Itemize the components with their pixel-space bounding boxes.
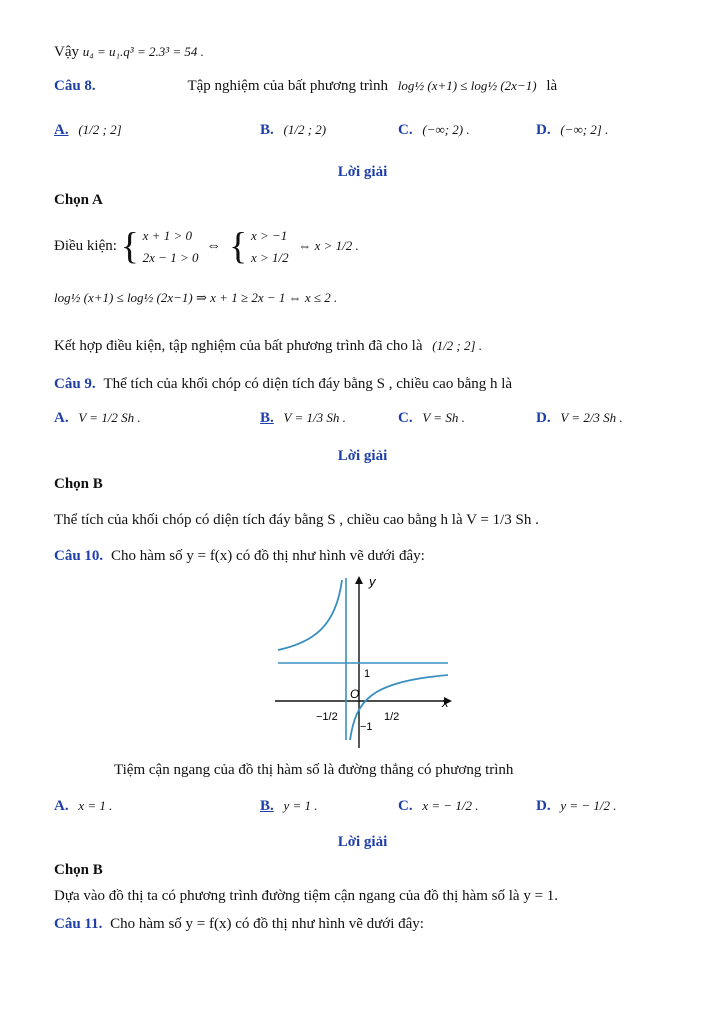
question-8-inequality: log½ (x+1) ≤ log½ (2x−1) (397, 78, 537, 93)
q10-option-d-value: y = − 1/2 . (560, 798, 617, 813)
q10-option-d-label: D. (536, 798, 551, 814)
q9-option-c-value: V = Sh . (422, 410, 465, 425)
q8-cond-l2: 2x − 1 > 0 (142, 249, 199, 265)
question-9-text: Thể tích của khối chóp có diện tích đáy bằng S , chiều cao bằng h là (103, 376, 513, 392)
q8-option-b-label: B. (260, 122, 274, 138)
q8-cond-r1: x > −1 (250, 227, 288, 243)
question-8-label: Câu 8. (54, 78, 96, 94)
q8-option-d[interactable] (536, 122, 608, 139)
x-tick-minus-half: −1/2 (316, 711, 338, 723)
q9-option-b-value: V = 1/3 Sh . (283, 410, 346, 425)
q9-option-d[interactable] (536, 410, 623, 427)
result-expression: u₄ = u₁.q³ = 2.3³ = 54 . (82, 44, 204, 59)
function-graph (270, 570, 460, 750)
q8-cond-l1: x + 1 > 0 (142, 227, 192, 243)
q8-option-c-value: (−∞; 2) . (422, 122, 470, 137)
question-11-text: Cho hàm số y = f(x) có đồ thị như hình vẽ dưới đây: (110, 916, 424, 932)
q8-conclusion-value: (1/2 ; 2] . (432, 338, 483, 353)
q9-option-b[interactable] (260, 410, 346, 427)
question-10-text: Cho hàm số y = f(x) có đồ thị như hình vẽ dưới đây: (110, 548, 425, 564)
q10-option-a-label: A. (54, 798, 69, 814)
q8-option-b[interactable] (260, 122, 326, 139)
q10-option-b-value: y = 1 . (283, 798, 318, 813)
q9-option-b-label: B. (260, 410, 274, 426)
q9-option-d-value: V = 2/3 Sh . (560, 410, 623, 425)
q9-option-a-value: V = 1/2 Sh . (78, 410, 141, 425)
origin-label: O (350, 687, 360, 701)
q8-choice: Chọn A (54, 192, 103, 208)
q10-choice: Chọn B (54, 862, 103, 878)
question-9-label: Câu 9. (54, 376, 96, 392)
question-8-text: Tập nghiệm của bất phương trình (187, 78, 389, 94)
q9-explanation: Thể tích của khối chóp có diện tích đáy bằng S , chiều cao bằng h là V = 1/3 Sh . (54, 512, 539, 528)
q10-explanation: Dựa vào đồ thị ta có phương trình đường tiệm cận ngang của đồ thị hàm số là y = 1. (54, 888, 559, 904)
x-tick-half: 1/2 (384, 711, 400, 723)
q8-solution-heading: Lời giải (337, 164, 388, 180)
q8-cond-r2: x > 1/2 (250, 249, 289, 265)
question-10-label: Câu 10. (54, 548, 104, 564)
q8-option-d-value: (−∞; 2] . (560, 122, 609, 137)
q9-option-a-label: A. (54, 410, 69, 426)
equivalent-icon: ⇔ (206, 238, 222, 254)
q8-option-c[interactable] (398, 122, 470, 139)
q8-step: log½ (x+1) ≤ log½ (2x−1) ⇒ x + 1 ≥ 2x − 1 ⇔ x ≤ 2 . (54, 290, 338, 305)
q8-conclusion-text: Kết hợp điều kiện, tập nghiệm của bất phương trình đã cho là (54, 338, 423, 354)
q10-option-c-label: C. (398, 798, 413, 814)
q9-choice: Chọn B (54, 476, 103, 492)
q10-option-b[interactable] (260, 798, 318, 815)
y-tick-minus-one: −1 (360, 721, 373, 733)
q8-option-a-value: (1/2 ; 2] (78, 122, 122, 137)
q8-option-c-label: C. (398, 122, 413, 138)
q8-conclusion (54, 336, 482, 356)
y-axis-arrow-icon (355, 576, 363, 584)
q8-cond-result: ⇔ x > 1/2 . (298, 238, 359, 253)
y-axis-label: y (369, 574, 376, 589)
q8-condition-label: Điều kiện: (54, 238, 117, 254)
q9-option-d-label: D. (536, 410, 551, 426)
question-10 (54, 546, 425, 566)
question-11 (54, 914, 424, 934)
q8-condition-system-left (143, 225, 199, 269)
q8-option-a[interactable] (54, 122, 122, 139)
q9-option-a[interactable] (54, 410, 141, 427)
q10-option-a-value: x = 1 . (78, 798, 113, 813)
question-11-label: Câu 11. (54, 916, 103, 932)
question-8-tail: là (546, 78, 558, 94)
result-lead: Vậy (54, 44, 79, 60)
left-brace-icon: { (120, 225, 139, 268)
q10-option-d[interactable] (536, 798, 617, 815)
x-axis-label: x (442, 695, 449, 710)
q10-option-c[interactable] (398, 798, 479, 815)
q8-condition (54, 218, 359, 274)
q10-option-b-label: B. (260, 798, 274, 814)
q8-option-b-value: (1/2 ; 2) (283, 122, 327, 137)
q9-option-c[interactable] (398, 410, 465, 427)
question-9 (54, 374, 512, 394)
q8-option-a-label: A. (54, 122, 69, 138)
left-branch (278, 580, 342, 650)
q10-option-c-value: x = − 1/2 . (422, 798, 479, 813)
left-brace-icon: { (228, 225, 248, 268)
q8-option-d-label: D. (536, 122, 551, 138)
q8-condition-system-right (251, 225, 289, 269)
q10-option-a[interactable] (54, 798, 112, 815)
q9-solution-heading: Lời giải (337, 448, 388, 464)
y-tick-one: 1 (364, 668, 371, 680)
result-line (54, 42, 204, 62)
question-8 (54, 76, 557, 96)
q10-solution-heading: Lời giải (337, 834, 388, 850)
q9-option-c-label: C. (398, 410, 413, 426)
q10-prompt: Tiệm cận ngang của đồ thị hàm số là đường thẳng có phương trình (114, 762, 514, 778)
